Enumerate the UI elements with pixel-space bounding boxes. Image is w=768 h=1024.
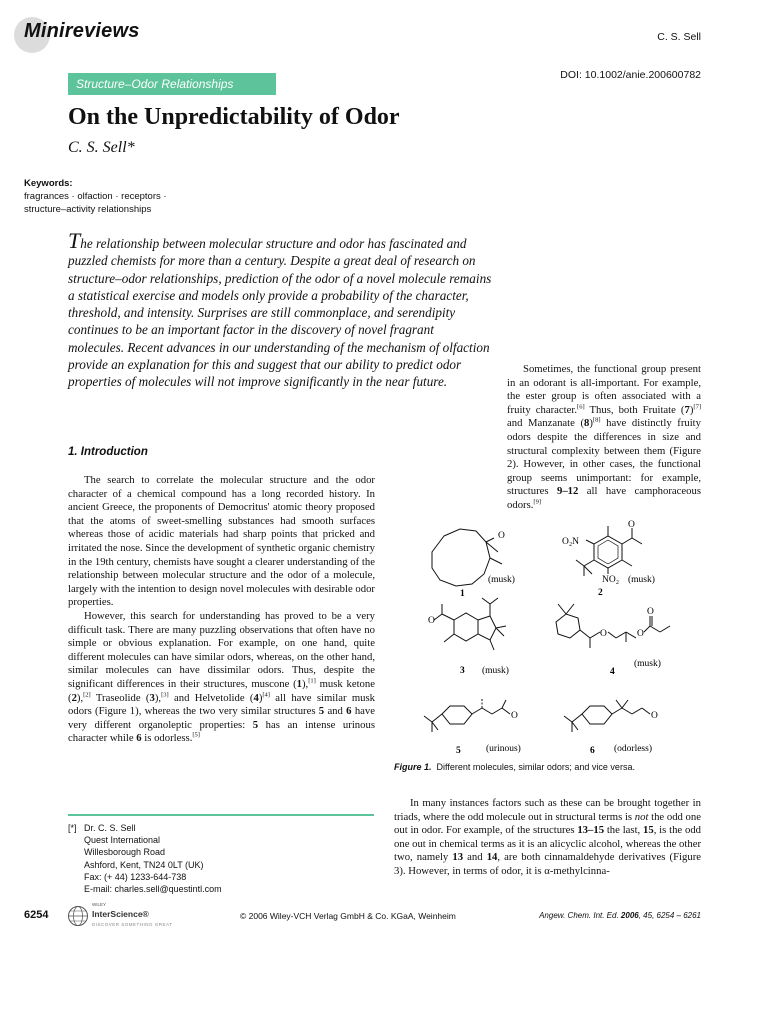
citation[interactable]: [4]: [262, 690, 270, 698]
compound-ref: 5: [318, 705, 325, 718]
doi-link[interactable]: DOI: 10.1002/anie.200600782: [560, 69, 701, 81]
molecule-5-number: 5: [456, 746, 461, 756]
figure-1-label: Figure 1.: [394, 762, 432, 772]
molecule-6-odor: (odorless): [614, 744, 652, 754]
compound-ref: 4: [253, 691, 259, 704]
affiliation-name: Dr. C. S. Sell: [84, 823, 136, 833]
figure-1-caption-text: Different molecules, similar odors; and vice versa.: [436, 762, 635, 772]
affiliation-fax: Fax: (+ 44) 1233-644-738: [84, 871, 187, 882]
citation[interactable]: [1]: [308, 677, 316, 685]
molecule-2-number: 2: [598, 588, 603, 598]
intro-paragraph-2: However, this search for understanding has proved to be a very difficult task. There are many puzzling observations that often have no simple or obvious explanation. For example, on one hand, quite different molecules can have similar odors, whereas, on the other hand, similar molecules can have dissimilar odors. Thus, despite the significant differences in their structures, muscone (1),[1] musk ketone (2),[2] Traseolide (3),[3] and Helvetolide (4)[4] all have similar musk odors (Figure 1), whereas the two very similar structures 5 and 6 have very different organoleptic properties: 5 has an intense urinous character while 6 is odorless.[5]: [68, 609, 375, 745]
abstract-text: he relationship between molecular structure and odor has fascinated and puzzled chemists for more than a century. Despite a great deal of research on structure–odor relationships, prediction of the odor of a novel molecule remains a statistical exercise and models only provide a probability of the character, threshold, and intensity. Surprises are still commonplace, and serendipity continues to be an important factor in the discovery of novel fragrant molecules. Recent advances in our understanding of the mechanism of olfaction provide an explanation for this and suggest that our ability to predict odor properties of molecules will not improve significantly in the near future.: [68, 236, 492, 390]
copyright-notice: © 2006 Wiley-VCH Verlag GmbH & Co. KGaA, Weinheim: [240, 911, 456, 921]
carbonyl-o-6: O: [651, 711, 658, 721]
molecule-1-odor: (musk): [488, 575, 515, 585]
compound-ref: 2: [71, 691, 77, 704]
citation[interactable]: [9]: [533, 498, 542, 506]
compound-ref: 8: [584, 417, 590, 430]
carbonyl-o-2: O: [628, 520, 635, 530]
nitro-group-top: O₂N: [562, 537, 580, 547]
keywords-line-2: structure–activity relationships: [24, 204, 152, 215]
compound-ref: 9–12: [556, 485, 579, 498]
figure-1-caption: [394, 762, 635, 772]
page-number: 6254: [24, 909, 49, 921]
affiliation-city: Ashford, Kent, TN24 0LT (UK): [84, 859, 204, 870]
compound-ref: 15: [643, 824, 654, 837]
article-title: On the Unpredictability of Odor: [68, 104, 400, 130]
affiliation-mark: [*]: [68, 823, 77, 833]
molecule-6-number: 6: [590, 746, 595, 756]
affiliation-street: Willesborough Road: [84, 847, 166, 858]
keywords-line-1: fragrances · olfaction · receptors ·: [24, 191, 167, 202]
nitro-group-bottom: NO₂: [602, 575, 620, 585]
publisher-brand: InterScience®: [92, 909, 149, 919]
right-column-top-text: [394, 363, 701, 513]
molecule-3-number: 3: [460, 666, 465, 676]
molecule-4-odor: (musk): [634, 659, 661, 669]
carbonyl-o-4: O: [647, 607, 654, 617]
molecule-1-number: 1: [460, 589, 465, 599]
molecule-4-number: 4: [610, 667, 615, 677]
publisher-wiley-mark: WILEY: [92, 902, 107, 907]
abstract-dropcap: T: [68, 228, 81, 253]
compound-ref: 6: [346, 705, 352, 718]
topic-tag: Structure–Odor Relationships: [68, 73, 276, 95]
carbonyl-o-3: O: [428, 616, 435, 626]
citation[interactable]: [6]: [577, 403, 585, 411]
compound-ref: 7: [684, 403, 690, 416]
carbonyl-o-1: O: [498, 531, 505, 541]
compound-ref: 13: [452, 851, 464, 864]
compound-ref: 6: [136, 732, 142, 745]
affiliation-email[interactable]: E-mail: charles.sell@questintl.com: [84, 884, 222, 895]
affiliation-divider: [68, 814, 374, 816]
section-heading-introduction: 1. Introduction: [68, 446, 148, 458]
wiley-globe-icon: [66, 905, 90, 927]
publisher-tagline: DISCOVER SOMETHING GREAT: [92, 922, 173, 927]
molecule-5-odor: (urinous): [486, 744, 521, 754]
carbonyl-o-5: O: [511, 711, 518, 721]
functional-group-paragraph: Sometimes, the functional group present in an odorant is all-important. For example, the ester group is often associated with a fruity character.[6] Thus, both Fruitate (7)[7] and Manzanate (8)[8] have distinctly fruity odors despite the differences in size and structural complexity between them (Figure 2). However, in other cases, the functional group seems unimportant: for example, structures 9–12 all have camphoraceous odors.[9]: [507, 363, 701, 511]
citation[interactable]: [8]: [592, 416, 601, 424]
citation[interactable]: [3]: [161, 690, 169, 698]
molecule-3-traseolide-drawing: [434, 598, 506, 650]
affiliation-block: [68, 822, 222, 895]
citation[interactable]: [7]: [693, 403, 701, 411]
compound-ref: 5: [252, 718, 259, 731]
affiliation-org: Quest International: [84, 835, 161, 846]
ester-o-4: O: [637, 629, 644, 639]
right-column-bottom-text: [394, 797, 701, 879]
compound-ref: 14: [486, 851, 498, 864]
molecule-2-odor: (musk): [628, 575, 655, 585]
article-author: C. S. Sell*: [68, 139, 135, 156]
figure-1-structures: [394, 518, 704, 758]
ether-o-4: O: [600, 629, 607, 639]
running-author: C. S. Sell: [657, 31, 701, 43]
molecule-2-musk-ketone-drawing: [576, 526, 642, 576]
compound-ref: 3: [149, 691, 155, 704]
triads-paragraph: In many instances factors such as these can be brought together in triads, where the odd molecule out in structural terms is not the odd one out in odor. For example, of the structures 13–15 the last, 15, is the odd one out in chemical terms as it is an alicyclic alcohol, whereas the other two, namely 13 and 14, are both cinnamaldehyde derivatives (Figure 3). However, in terms of odor, it is α-methylcinna-: [394, 797, 702, 877]
citation[interactable]: [5]: [192, 731, 200, 739]
molecule-3-odor: (musk): [482, 666, 509, 676]
citation[interactable]: [2]: [83, 690, 91, 698]
section-type-label: Minireviews: [24, 20, 140, 42]
molecule-5-drawing: [424, 698, 510, 732]
intro-paragraph-1: The search to correlate the molecular structure and the odor character of a chemical compound has a long recorded history. In ancient Greece, the proponents of Democritus' atomic theory proposed that the atoms of sweet-smelling substances had smooth surfaces whereas those of acidic materials had sharp points that pricked and irritated the nose. Since the development of synthetic organic chemistry in the 19th century, chemists have sought a clearer understanding of the relationship between molecular structure and the odor of a molecule, largely with the intention to design novel molecules with desirable odor properties.: [68, 474, 375, 609]
compound-ref: 1: [296, 677, 302, 690]
left-column-body: [68, 474, 375, 746]
compound-ref: 13–15: [577, 824, 605, 837]
journal-citation: Angew. Chem. Int. Ed. 2006, 45, 6254 – 6261: [539, 911, 701, 920]
molecule-6-drawing: [564, 700, 650, 732]
keywords-heading: Keywords:: [24, 178, 73, 189]
